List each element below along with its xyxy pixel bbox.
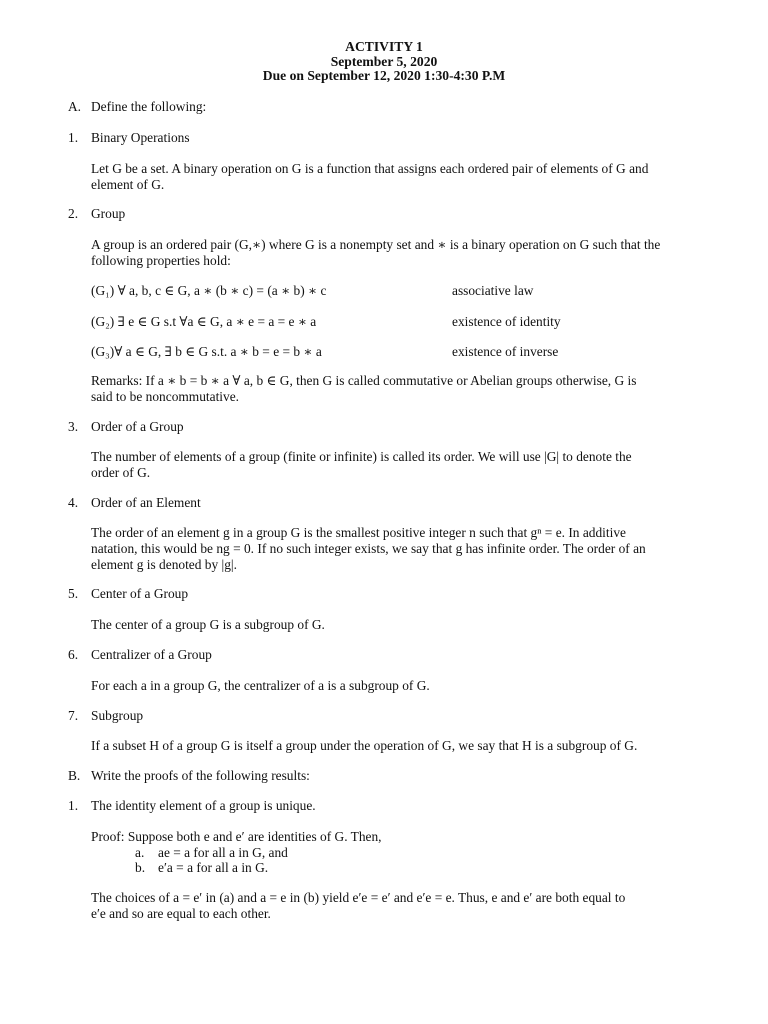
group-definition (91, 237, 723, 269)
group-remarks (91, 373, 723, 405)
item-title-order-of-group: Order of a Group (91, 419, 184, 434)
text-line: natation, this would be ng = 0. If no such integer exists, we say that g has infinite order. The order of an (91, 541, 646, 556)
item-title-center-of-group: Center of a Group (91, 586, 189, 601)
text-line: element g is denoted by |g|. (91, 557, 237, 572)
activity-title: ACTIVITY 1 (345, 39, 423, 54)
proof-intro: Proof: Suppose both e and e′ are identities of G. Then, (91, 829, 382, 844)
section-a-marker: A. (68, 99, 82, 114)
proof-sub-text: ae = a for all a in G, and (158, 845, 288, 860)
text-line: following properties hold: (91, 253, 231, 268)
axiom-name-associative: associative law (452, 283, 534, 298)
text-line: A group is an ordered pair (G,∗) where G is a nonempty set and ∗ is a binary operation on G such that the (91, 237, 661, 252)
text-line: Remarks: If a ∗ b = b ∗ a ∀ a, b ∈ G, then G is called commutative or Abelian groups otherwise, G is (91, 373, 637, 388)
activity-due-date: Due on September 12, 2020 1:30-4:30 P.M (262, 68, 506, 83)
item-number: 2. (68, 206, 79, 221)
item-number: 4. (68, 495, 79, 510)
order-of-group-definition (91, 449, 723, 481)
item-number: 3. (68, 419, 79, 434)
axiom-name-identity: existence of identity (452, 314, 561, 329)
item-title-subgroup: Subgroup (91, 708, 144, 723)
item-number: 5. (68, 586, 79, 601)
section-a-heading: Define the following: (91, 99, 207, 114)
text-line: said to be noncommutative. (91, 389, 240, 404)
item-title-binary-operations: Binary Operations (91, 130, 190, 145)
item-title-order-of-element: Order of an Element (91, 495, 201, 510)
proof-sub-label: a. (135, 845, 145, 860)
order-of-element-definition (91, 525, 723, 573)
section-b-heading: Write the proofs of the following results: (91, 768, 310, 783)
center-of-group-definition: The center of a group G is a subgroup of G. (91, 617, 325, 632)
group-axiom-g3: (G₃)∀ a ∈ G, ∃ b ∈ G s.t. a ∗ b = e = b ∗ a (91, 344, 322, 359)
subgroup-definition: If a subset H of a group G is itself a group under the operation of G, we say that H is a subgroup of G. (91, 738, 638, 753)
text-line: The order of an element g in a group G is the smallest positive integer n such that gⁿ = e. In additive (91, 525, 626, 540)
text-line: The choices of a = e′ in (a) and a = e in (b) yield e′e = e′ and e′e = e. Thus, e and e′ are both equal to (91, 890, 626, 905)
item-title-group: Group (91, 206, 126, 221)
text-line: element of G. (91, 177, 165, 192)
centralizer-definition: For each a in a group G, the centralizer of a is a subgroup of G. (91, 678, 430, 693)
text-line: order of G. (91, 465, 151, 480)
binary-operations-definition (91, 161, 723, 193)
text-line: Let G be a set. A binary operation on G is a function that assigns each ordered pair of elements of G and (91, 161, 649, 176)
item-number: 7. (68, 708, 79, 723)
axiom-name-inverse: existence of inverse (452, 344, 559, 359)
proof-sub-label: b. (135, 860, 146, 875)
activity-date: September 5, 2020 (330, 53, 438, 69)
item-number: 1. (68, 130, 79, 145)
section-b-marker: B. (68, 768, 81, 783)
item-title-identity-unique: The identity element of a group is unique. (91, 798, 316, 813)
text-line: e′e and so are equal to each other. (91, 906, 271, 921)
proof-conclusion (91, 890, 723, 922)
document-header (0, 40, 768, 84)
text-line: The number of elements of a group (finite or infinite) is called its order. We will use |G| to denote the (91, 449, 632, 464)
item-title-centralizer: Centralizer of a Group (91, 647, 212, 662)
group-axiom-g2: (G₂) ∃ e ∈ G s.t ∀a ∈ G, a ∗ e = a = e ∗ a (91, 314, 317, 329)
proof-sub-text: e′a = a for all a in G. (158, 860, 269, 875)
group-axiom-g1: (G₁) ∀ a, b, c ∈ G, a ∗ (b ∗ c) = (a ∗ b) ∗ c (91, 283, 327, 298)
item-number: 1. (68, 798, 79, 813)
item-number: 6. (68, 647, 79, 662)
